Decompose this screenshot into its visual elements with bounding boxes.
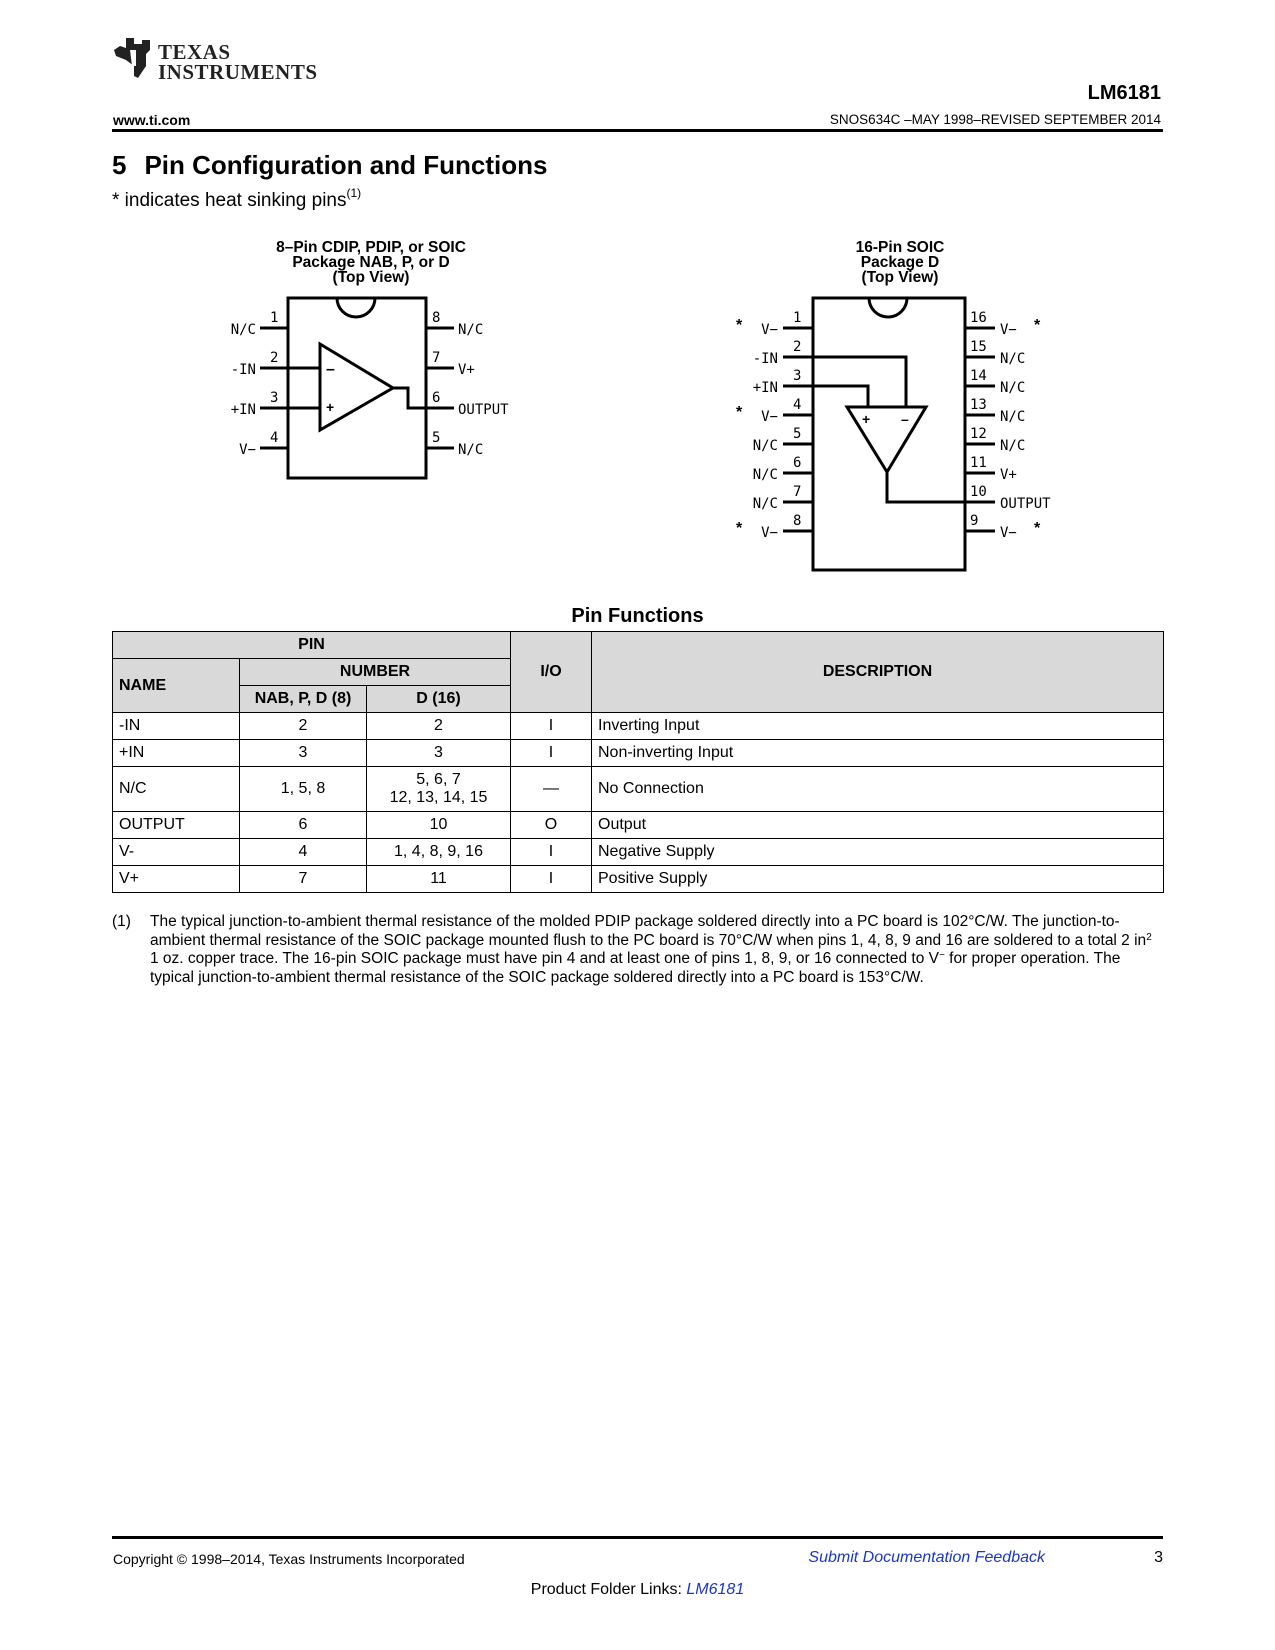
heat-note-footnote-ref[interactable]: (1) [346,186,362,200]
pin-number-16 [367,767,511,812]
diagram8-pinout [200,290,540,490]
logo-line2: INSTRUMENTS [158,60,318,84]
diagram16-pin-label: -IN [752,351,778,367]
diagram16-pin-number: 6 [793,455,802,471]
footnote-text [150,913,1163,987]
diagram16-pin-label: V− [1000,322,1017,338]
pin-description: No Connection [592,767,1164,812]
diagram8-title-line3: (Top View) [332,269,410,286]
pin-number-8: 1, 5, 8 [240,767,367,812]
diagram8-pin-number: 1 [270,310,279,326]
diagram8-pin-number: 2 [270,350,279,366]
pin-description: Positive Supply [592,866,1164,893]
diagram8-pin-label: V+ [458,362,475,378]
header-description: DESCRIPTION [592,632,1164,713]
pin-number-8: 2 [240,713,367,740]
heat-note-text: * indicates heat sinking pins [112,190,347,211]
diagram8-title-line1: 8–Pin CDIP, PDIP, or SOIC [276,239,466,256]
diagram16-pin-number: 2 [793,339,802,355]
footnote-part1: The typical junction-to-ambient thermal resistance of the molded PDIP package soldered directly into a PC board is 102°C/W. The junction-to-ambient thermal resistance of the SOIC package mounted flush to the PC board is 70°C/W when pins 1, 4, 8, 9 and 16 are soldered to a total 2 in [150,913,1147,949]
diagram8-title-line2: Package NAB, P, or D [292,254,450,271]
diagram16-pin-number: 16 [970,310,987,326]
header-col16: D (16) [367,686,511,713]
diagram8-pin-label: N/C [458,442,484,458]
pin-name: V+ [113,866,240,893]
pin-description: Inverting Input [592,713,1164,740]
diagram8-pin-label: +IN [230,402,256,418]
footnote-part3: for proper operation. The typical junction-to-ambient thermal resistance of the SOIC package soldered directly into a PC board is 153°C/W. [150,950,1121,986]
section-number: 5 [112,150,127,180]
pin-functions-table [112,631,1164,893]
diagram16-pin-number: 7 [793,484,802,500]
table-row [113,740,1164,767]
diagram16-pin-number: 9 [970,513,979,529]
diagram16-package-body [813,298,965,570]
product-folder-links [0,1581,1275,1599]
diagram16-pin-number: 3 [793,368,802,384]
logo-line1: TEXAS [158,40,231,64]
diagram16-pin-label: N/C [752,496,778,512]
pin-number-16-line1: 5, 6, 7 [416,771,461,788]
diagram16-title [760,240,1040,285]
ti-logo [112,36,318,86]
pin-name: -IN [113,713,240,740]
product-folder-label: Product Folder Links: [530,1581,687,1598]
diagram8-lead-6 [393,388,454,408]
header-col8: NAB, P, D (8) [240,686,367,713]
diagram16-pin-label: V− [761,409,778,425]
diagram16-pinout [720,290,1080,580]
diagram16-plus-sign: + [862,411,871,427]
diagram16-pin-number: 12 [970,426,987,442]
diagram8-pin-label: OUTPUT [458,402,509,418]
header-number: NUMBER [240,659,511,686]
pin-description: Negative Supply [592,839,1164,866]
header-name: NAME [113,659,240,713]
pin-number-8: 3 [240,740,367,767]
diagram16-pin-number: 15 [970,339,987,355]
diagram16-pin-number: 8 [793,513,802,529]
diagram16-pin-label: V+ [1000,467,1017,483]
diagram16-pin-label: OUTPUT [1000,496,1051,512]
diagram16-pin-label: N/C [752,467,778,483]
diagram16-heatsink-star: * [736,404,743,421]
footnote-sup1: 2 [1146,931,1152,943]
footnote-sup2: − [938,950,945,961]
footer-rule [112,1536,1163,1539]
diagram16-pin-label: N/C [1000,409,1026,425]
pin-io: I [511,740,592,767]
footnote-part2: 1 oz. copper trace. The 16-pin SOIC package must have pin 4 and at least one of pins 1, 8, 9, or 16 connected to V [150,950,939,967]
diagram16-heatsink-star: * [1034,520,1041,537]
diagram16-pin-label: N/C [1000,380,1026,396]
diagram16-pin-number: 5 [793,426,802,442]
pin-io: — [511,767,592,812]
doc-revision: SNOS634C –MAY 1998–REVISED SEPTEMBER 2014 [829,112,1161,127]
pin-name: +IN [113,740,240,767]
diagram16-pin-number: 11 [970,455,987,471]
diagram8-minus-sign: – [326,361,335,378]
diagram16-pin-label: V− [761,525,778,541]
diagram8-notch [337,298,375,317]
diagram16-minus-sign: – [901,411,909,427]
diagram16-pin-label: N/C [752,438,778,454]
diagram16-title-line3: (Top View) [861,269,939,286]
header-pin: PIN [113,632,511,659]
diagram8-pin-number: 8 [432,310,441,326]
pin-name: N/C [113,767,240,812]
diagram16-pin-number: 13 [970,397,987,413]
diagram8-pin-label: -IN [230,362,256,378]
pin-name: OUTPUT [113,812,240,839]
product-folder-link[interactable]: LM6181 [686,1581,745,1598]
diagram16-pin-label: V− [1000,525,1017,541]
diagram16-title-line2: Package D [860,254,940,271]
diagram16-heatsink-star: * [736,520,743,537]
footnote-mark: (1) [112,913,131,930]
table-row [113,839,1164,866]
diagram8-pin-number: 3 [270,390,279,406]
diagram8-pin-number: 6 [432,390,441,406]
diagram8-title [231,240,511,285]
pin-number-8: 4 [240,839,367,866]
pin-functions-title: Pin Functions [571,605,704,627]
diagram16-heatsink-star: * [736,317,743,334]
diagram16-title-line1: 16-Pin SOIC [855,239,945,256]
pin-number-16: 1, 4, 8, 9, 16 [367,839,511,866]
diagram8-pin-number: 4 [270,430,279,446]
pin-io: I [511,839,592,866]
table-row [113,767,1164,812]
diagram16-pin-number: 14 [970,368,987,384]
diagram8-opamp-symbol [320,344,393,430]
diagram16-pin-number: 4 [793,397,802,413]
header-rule [112,129,1163,132]
pin-number-8: 7 [240,866,367,893]
diagram16-opamp-symbol [847,407,926,472]
pin-description: Non-inverting Input [592,740,1164,767]
page-number: 3 [1154,1549,1163,1566]
diagram16-left-pins [736,310,801,541]
pin-number-16: 11 [367,866,511,893]
website-link[interactable]: www.ti.com [113,112,191,128]
diagram16-pin-number: 1 [793,310,802,326]
diagram8-pin-label: V− [239,442,256,458]
pin-io: O [511,812,592,839]
diagram16-heatsink-star: * [1034,317,1041,334]
table-row [113,866,1164,893]
diagram16-right-pins [970,310,1051,541]
header-io: I/O [511,632,592,713]
pin-number-16: 10 [367,812,511,839]
part-number: LM6181 [1087,82,1161,104]
pin-io: I [511,866,592,893]
pin-number-16: 3 [367,740,511,767]
diagram8-pin-label: N/C [230,322,256,338]
heat-note [112,186,362,212]
pin-name: V- [113,839,240,866]
pin-number-16: 2 [367,713,511,740]
diagram16-pin-label: V− [761,322,778,338]
diagram8-plus-sign: + [326,399,335,415]
diagram16-pin-number: 10 [970,484,987,500]
diagram8-pin-number: 7 [432,350,441,366]
pin-number-8: 6 [240,812,367,839]
diagram8-pin-number: 5 [432,430,441,446]
diagram8-pin-label: N/C [458,322,484,338]
diagram16-pin-label: +IN [752,380,778,396]
ti-logo-icon [112,36,156,80]
section-title-text: Pin Configuration and Functions [144,150,548,180]
copyright: Copyright © 1998–2014, Texas Instruments Incorporated [113,1551,465,1567]
diagram16-pin-label: N/C [1000,438,1026,454]
diagram16-lead-2 [783,357,906,407]
pin-description: Output [592,812,1164,839]
diagram16-notch [869,298,907,317]
section-title [112,150,547,181]
table-row [113,812,1164,839]
submit-feedback-link[interactable]: Submit Documentation Feedback [808,1549,1045,1566]
diagram16-pin-label: N/C [1000,351,1026,367]
table-row [113,713,1164,740]
pin-number-16-line2: 12, 13, 14, 15 [389,789,488,806]
pin-io: I [511,713,592,740]
